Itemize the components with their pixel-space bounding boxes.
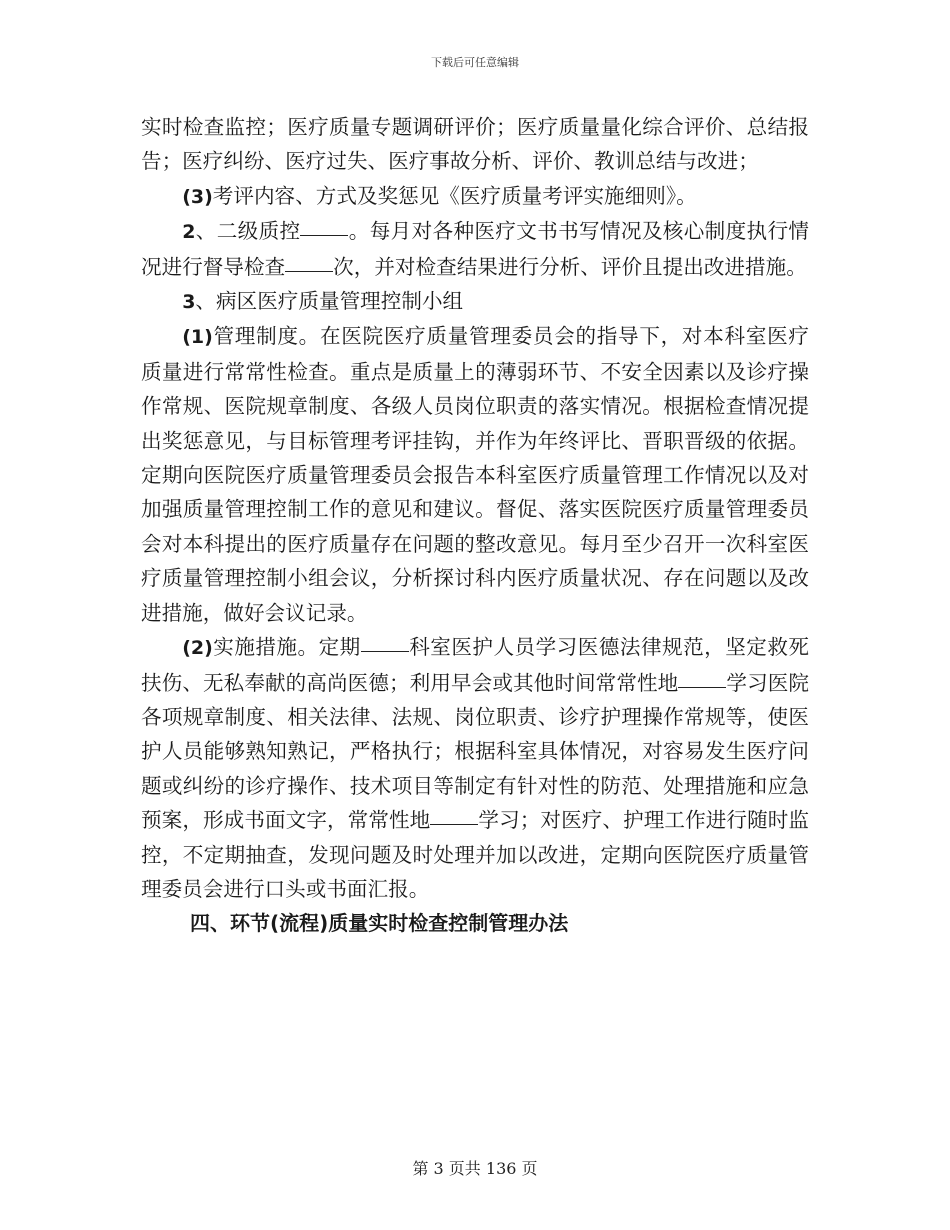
item-number: 3 (182, 291, 196, 314)
paragraph-text: 学习医院各项规章制度、相关法律、法规、岗位职责、诊疗护理操作常规等，使医护人员能够熟知熟记，严格执行；根据科室具体情况，对容易发生医疗问题或纠纷的诊疗操作、技术项目等制定有针对性的防范、处理措施和应急预案，形成书面文字，常常性地 (141, 670, 810, 833)
page-number: 第 3 页共 136 页 (412, 1159, 538, 1178)
paragraph (141, 110, 809, 179)
fill-blank (300, 234, 348, 236)
item-number: 2 (182, 221, 196, 244)
fill-blank (285, 270, 333, 272)
paragraph-text: 实时检查监控；医疗质量专题调研评价；医疗质量量化综合评价、总结报告；医疗纠纷、医疗过失、医疗事故分析、评价、教训总结与改进； (141, 115, 809, 174)
paragraph-text: 。每月对各种医疗文书书写情况及核心制度执行情况进行督导检查 (141, 219, 809, 279)
document-body (141, 110, 809, 941)
paragraph (141, 284, 809, 319)
paragraph-text: 管理制度。在医院医疗质量管理委员会的指导下，对本科室医疗质量进行常常性检查。重点是质量上的薄弱环节、不安全因素以及诊疗操作常规、医院规章制度、各级人员岗位职责的落实情况。根据检查情况提出奖惩意见，与目标管理考评挂钩，并作为年终评比、晋职晋级的依据。定期向医院医疗质量管理委员会报告本科室医疗质量管理工作情况以及对加强质量管理控制工作的意见和建议。督促、落实医院医疗质量管理委员会对本科提出的医疗质量存在问题的整改意见。每月至少召开一次科室医疗质量管理控制小组会议，分析探讨科内医疗质量状况、存在问题以及改进措施，做好会议记录。 (141, 324, 809, 625)
fill-blank (678, 686, 726, 688)
paragraph (141, 630, 809, 906)
item-number: (2) (182, 637, 213, 660)
paragraph (141, 319, 809, 630)
paragraph-text: 次，并对检查结果进行分析、评价且提出改进措施。 (333, 254, 807, 279)
paragraph-text: 实施措施。定期 (212, 635, 361, 660)
paragraph-text: 学习；对医疗、护理工作进行随时监控，不定期抽查，发现问题及时处理并加以改进，定期向医院医疗质量管理委员会进行口头或书面汇报。 (141, 808, 810, 901)
paragraph-text: 、二级质控 (195, 219, 301, 244)
fill-blank (361, 650, 409, 652)
item-number: (3) (182, 185, 213, 208)
paragraph (141, 179, 809, 214)
paragraph-text: 科室医护人员学习医德法律规范，坚定救死扶伤、无私奉献的高尚医德；利用早会或其他时间常常性地 (141, 635, 810, 695)
paragraph (141, 214, 809, 284)
paragraph-text: 、病区医疗质量管理控制小组 (195, 289, 464, 314)
fill-blank (430, 823, 478, 825)
paragraph-text: 考评内容、方式及奖惩见《医疗质量考评实施细则》。 (212, 183, 697, 208)
section-heading: 四、环节(流程)质量实时检查控制管理办法 (190, 911, 569, 936)
item-number: (1) (182, 326, 213, 349)
page-header-note: 下载后可任意编辑 (431, 56, 519, 69)
